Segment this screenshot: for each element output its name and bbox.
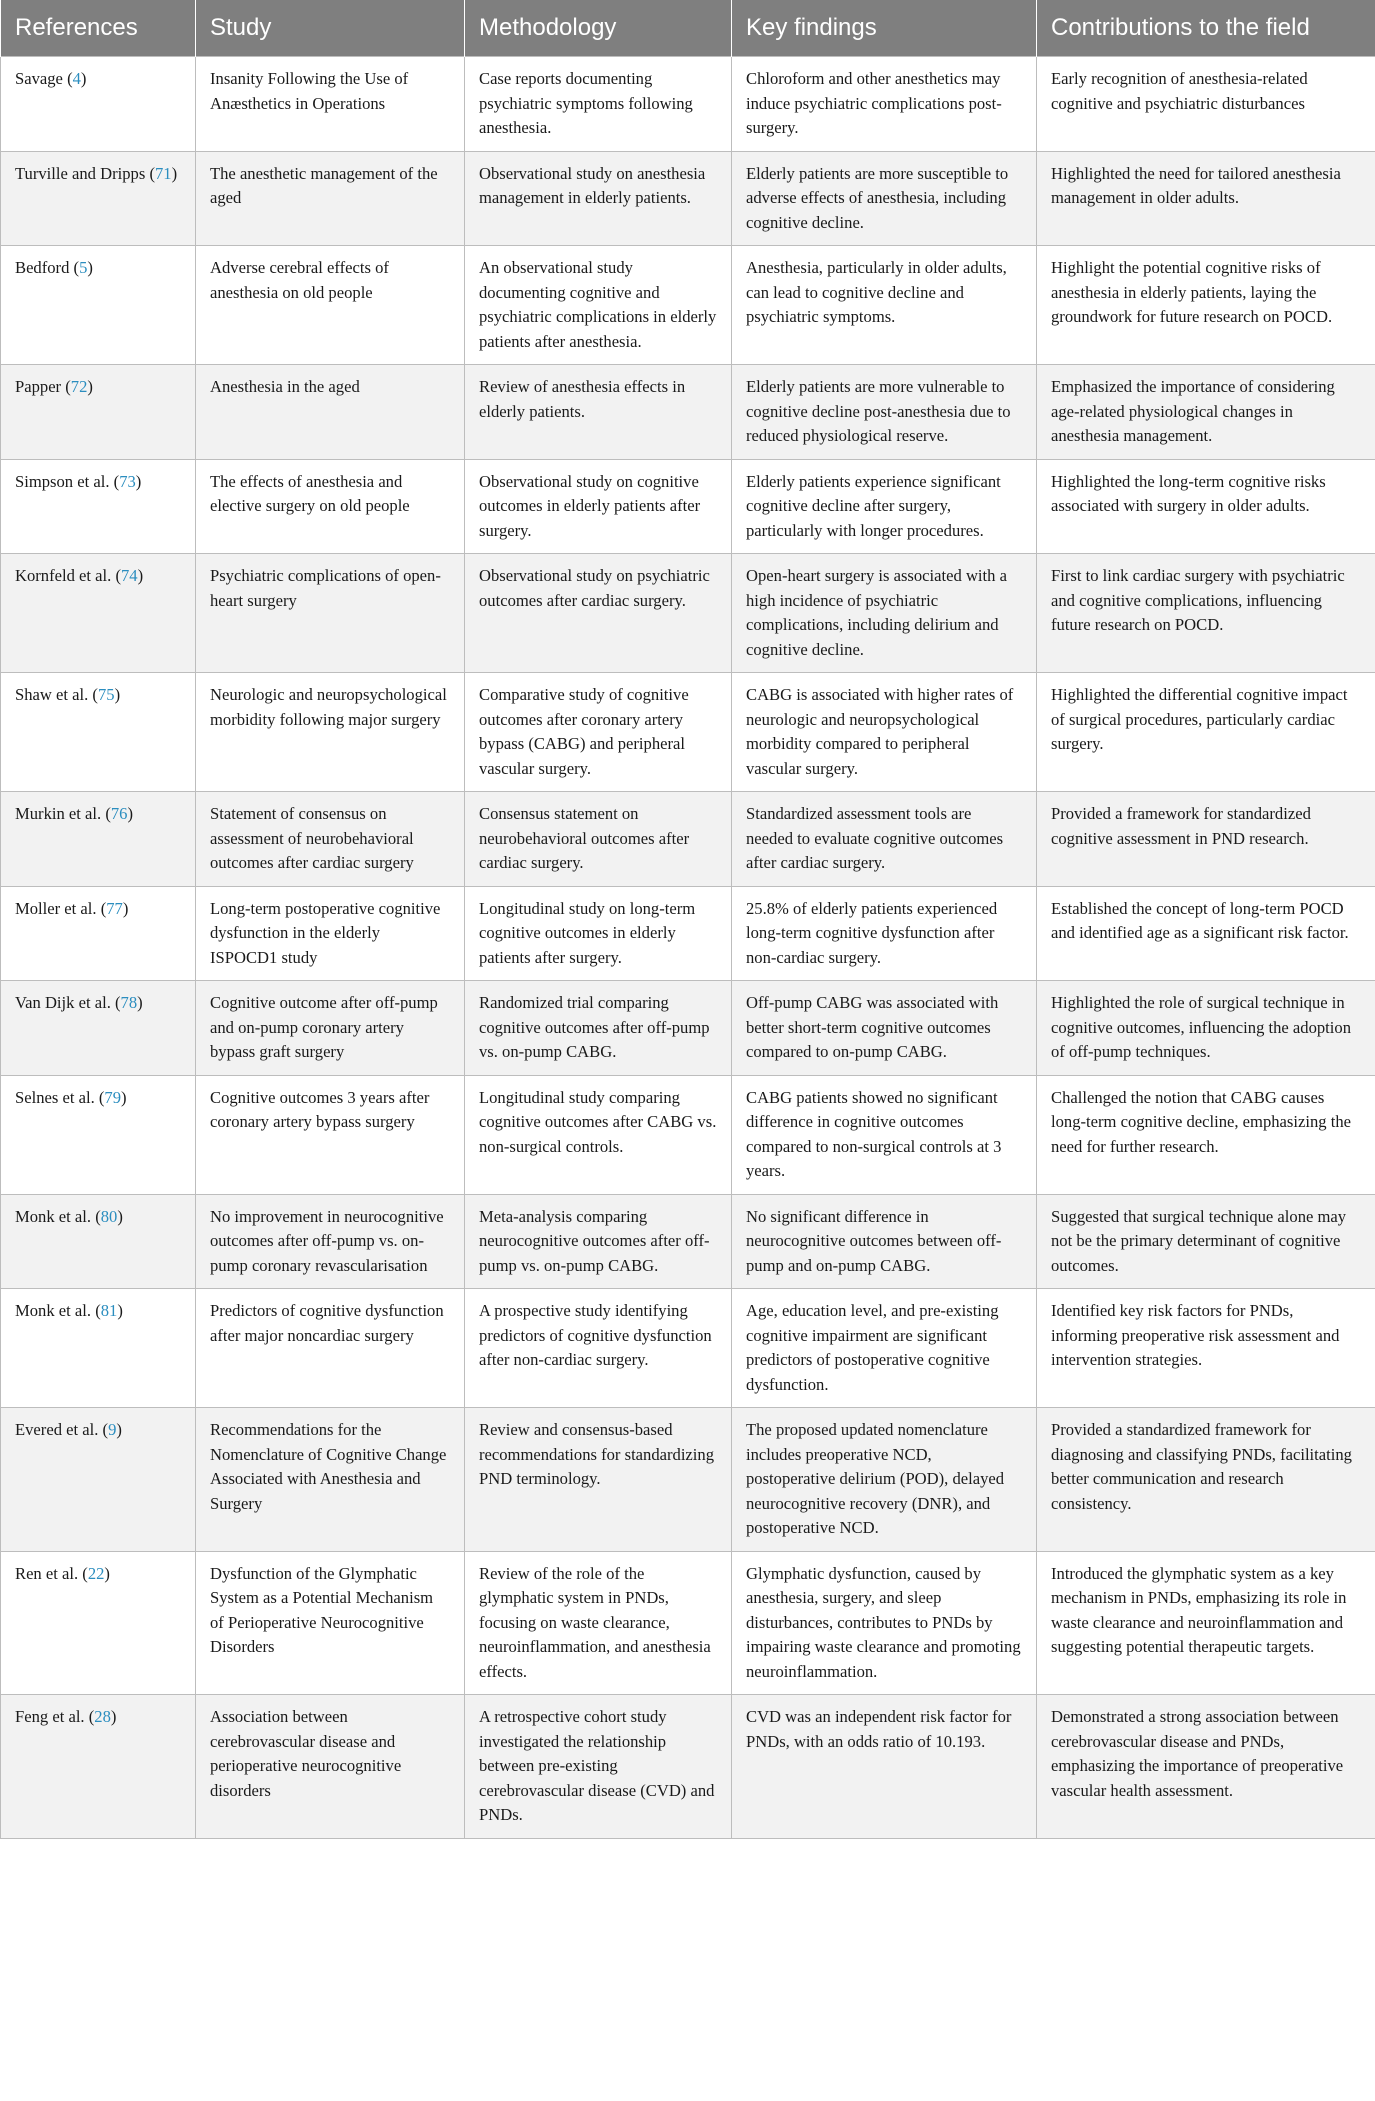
contributions-cell: Early recognition of anesthesia-related cognitive and psychiatric disturbances <box>1037 57 1375 152</box>
key-findings-cell: No significant difference in neurocognitive outcomes between off-pump and on-pump CABG. <box>732 1194 1037 1289</box>
citation-link[interactable]: 72 <box>70 377 88 396</box>
table-row <box>1 151 1375 246</box>
citation-link[interactable]: 22 <box>87 1563 105 1583</box>
study-cell: Association between cerebrovascular disease and perioperative neurocognitive disorders <box>196 1695 465 1839</box>
key-findings-cell: CVD was an independent risk factor for PNDs, with an odds ratio of 10.193. <box>732 1695 1037 1839</box>
reference-author: Shaw et al. <box>15 685 89 704</box>
study-cell: Insanity Following the Use of Anæsthetics in Operations <box>196 57 465 152</box>
reference-author: Murkin et al. <box>15 804 102 823</box>
reference-author: Ren et al. <box>15 1563 79 1583</box>
table-row <box>1 365 1375 460</box>
citation-link[interactable]: 73 <box>119 471 136 491</box>
reference-cell: Monk et al. (80) <box>1 1194 196 1289</box>
study-cell: Predictors of cognitive dysfunction after major noncardiac surgery <box>196 1289 465 1408</box>
citation-link[interactable]: 78 <box>120 993 138 1012</box>
study-cell: No improvement in neurocognitive outcomes after off-pump vs. on-pump coronary revascularisation <box>196 1194 465 1289</box>
contributions-cell: Highlighted the long-term cognitive risks associated with surgery in older adults. <box>1037 459 1375 554</box>
key-findings-cell: Anesthesia, particularly in older adults, can lead to cognitive decline and psychiatric symptoms. <box>732 246 1037 365</box>
citation-link[interactable]: 9 <box>108 1420 117 1439</box>
table-row <box>1 792 1375 887</box>
reference-cell: Selnes et al. (79) <box>1 1075 196 1194</box>
contributions-cell: Introduced the glymphatic system as a key mechanism in PNDs, emphasizing its role in waste clearance and neuroinflammation and suggesting potential therapeutic targets. <box>1037 1551 1375 1695</box>
key-findings-cell: CABG patients showed no significant difference in cognitive outcomes compared to non-surgical controls at 3 years. <box>732 1075 1037 1194</box>
contributions-cell: Established the concept of long-term POCD and identified age as a significant risk factor. <box>1037 886 1375 981</box>
reference-author: Papper <box>15 377 62 396</box>
table-row <box>1 1194 1375 1289</box>
methodology-cell: Observational study on psychiatric outcomes after cardiac surgery. <box>465 554 732 673</box>
citation-link[interactable]: 76 <box>110 804 128 823</box>
table-row <box>1 1551 1375 1695</box>
contributions-cell: Highlighted the role of surgical technique in cognitive outcomes, influencing the adoption of off-pump techniques. <box>1037 981 1375 1076</box>
key-findings-cell: 25.8% of elderly patients experienced long-term cognitive dysfunction after non-cardiac surgery. <box>732 886 1037 981</box>
study-cell: Cognitive outcomes 3 years after coronary artery bypass surgery <box>196 1075 465 1194</box>
study-cell: The anesthetic management of the aged <box>196 151 465 246</box>
reference-author: Simpson et al. <box>15 471 110 491</box>
methodology-cell: Consensus statement on neurobehavioral outcomes after cardiac surgery. <box>465 792 732 887</box>
reference-cell: Papper (72) <box>1 365 196 460</box>
contributions-cell: Demonstrated a strong association between cerebrovascular disease and PNDs, emphasizing the importance of preoperative vascular health assessment. <box>1037 1695 1375 1839</box>
reference-author: Van Dijk et al. <box>15 993 111 1012</box>
key-findings-cell: Elderly patients experience significant cognitive decline after surgery, particularly with longer procedures. <box>732 459 1037 554</box>
reference-cell: Van Dijk et al. (78) <box>1 981 196 1076</box>
methodology-cell: Observational study on cognitive outcomes in elderly patients after surgery. <box>465 459 732 554</box>
reference-author: Savage <box>15 69 63 88</box>
reference-author: Selnes et al. <box>15 1087 95 1107</box>
table-row <box>1 246 1375 365</box>
column-header-contributions: Contributions to the field <box>1037 0 1375 57</box>
methodology-cell: Comparative study of cognitive outcomes after coronary artery bypass (CABG) and peripheral vascular surgery. <box>465 673 732 792</box>
table-row <box>1 459 1375 554</box>
citation-link[interactable]: 74 <box>121 566 138 585</box>
reference-cell: Kornfeld et al. (74) <box>1 554 196 673</box>
methodology-cell: Review of anesthesia effects in elderly patients. <box>465 365 732 460</box>
key-findings-cell: Chloroform and other anesthetics may induce psychiatric complications post-surgery. <box>732 57 1037 152</box>
table-row <box>1 1408 1375 1552</box>
methodology-cell: Longitudinal study on long-term cognitive outcomes in elderly patients after surgery. <box>465 886 732 981</box>
column-header-study: Study <box>196 0 465 57</box>
column-header-methodology: Methodology <box>465 0 732 57</box>
reference-cell: Turville and Dripps (71) <box>1 151 196 246</box>
contributions-cell: Highlighted the need for tailored anesthesia management in older adults. <box>1037 151 1375 246</box>
key-findings-cell: Age, education level, and pre-existing cognitive impairment are significant predictors of postoperative cognitive dysfunction. <box>732 1289 1037 1408</box>
methodology-cell: Observational study on anesthesia management in elderly patients. <box>465 151 732 246</box>
reference-author: Monk et al. <box>15 1301 92 1320</box>
key-findings-cell: Standardized assessment tools are needed to evaluate cognitive outcomes after cardiac surgery. <box>732 792 1037 887</box>
contributions-cell: Provided a standardized framework for diagnosing and classifying PNDs, facilitating better communication and research consistency. <box>1037 1408 1375 1552</box>
column-header-references: References <box>1 0 196 57</box>
methodology-cell: Longitudinal study comparing cognitive outcomes after CABG vs. non-surgical controls. <box>465 1075 732 1194</box>
methodology-cell: A prospective study identifying predictors of cognitive dysfunction after non-cardiac surgery. <box>465 1289 732 1408</box>
study-cell: Dysfunction of the Glymphatic System as a Potential Mechanism of Perioperative Neurocognitive Disorders <box>196 1551 465 1695</box>
citation-link[interactable]: 28 <box>94 1707 111 1726</box>
reference-cell: Moller et al. (77) <box>1 886 196 981</box>
reference-author: Bedford <box>15 258 70 277</box>
header-row <box>1 0 1375 57</box>
study-cell: The effects of anesthesia and elective surgery on old people <box>196 459 465 554</box>
reference-cell: Shaw et al. (75) <box>1 673 196 792</box>
contributions-cell: Challenged the notion that CABG causes long-term cognitive decline, emphasizing the need for further research. <box>1037 1075 1375 1194</box>
table-row <box>1 673 1375 792</box>
reference-cell: Monk et al. (81) <box>1 1289 196 1408</box>
study-cell: Psychiatric complications of open-heart surgery <box>196 554 465 673</box>
table-row <box>1 57 1375 152</box>
key-findings-cell: Open-heart surgery is associated with a high incidence of psychiatric complications, including delirium and cognitive decline. <box>732 554 1037 673</box>
key-findings-cell: Elderly patients are more vulnerable to cognitive decline post-anesthesia due to reduced physiological reserve. <box>732 365 1037 460</box>
reference-cell: Evered et al. (9) <box>1 1408 196 1552</box>
citation-link[interactable]: 4 <box>72 69 81 88</box>
citation-link[interactable]: 81 <box>100 1301 118 1320</box>
key-findings-cell: Elderly patients are more susceptible to adverse effects of anesthesia, including cognitive decline. <box>732 151 1037 246</box>
key-findings-cell: CABG is associated with higher rates of neurologic and neuropsychological morbidity compared to peripheral vascular surgery. <box>732 673 1037 792</box>
citation-link[interactable]: 5 <box>79 258 88 277</box>
study-cell: Neurologic and neuropsychological morbidity following major surgery <box>196 673 465 792</box>
citation-link[interactable]: 80 <box>100 1206 118 1226</box>
key-findings-cell: The proposed updated nomenclature includes preoperative NCD, postoperative delirium (POD), delayed neurocognitive recovery (DNR), and postoperative NCD. <box>732 1408 1037 1552</box>
table-row <box>1 1289 1375 1408</box>
reference-author: Monk et al. <box>15 1206 92 1226</box>
study-cell: Adverse cerebral effects of anesthesia on old people <box>196 246 465 365</box>
reference-cell: Bedford (5) <box>1 246 196 365</box>
study-cell: Cognitive outcome after off-pump and on-pump coronary artery bypass graft surgery <box>196 981 465 1076</box>
table-row <box>1 886 1375 981</box>
study-cell: Long-term postoperative cognitive dysfunction in the elderly ISPOCD1 study <box>196 886 465 981</box>
reference-author: Feng et al. <box>15 1707 85 1726</box>
methodology-cell: Review of the role of the glymphatic system in PNDs, focusing on waste clearance, neuroinflammation, and anesthesia effects. <box>465 1551 732 1695</box>
methodology-cell: Case reports documenting psychiatric symptoms following anesthesia. <box>465 57 732 152</box>
reference-author: Moller et al. <box>15 898 97 918</box>
key-findings-cell: Off-pump CABG was associated with better short-term cognitive outcomes compared to on-pump CABG. <box>732 981 1037 1076</box>
column-header-key-findings: Key findings <box>732 0 1037 57</box>
contributions-cell: Emphasized the importance of considering age-related physiological changes in anesthesia management. <box>1037 365 1375 460</box>
reference-cell: Murkin et al. (76) <box>1 792 196 887</box>
reference-cell: Feng et al. (28) <box>1 1695 196 1839</box>
table-row <box>1 1075 1375 1194</box>
contributions-cell: Identified key risk factors for PNDs, informing preoperative risk assessment and intervention strategies. <box>1037 1289 1375 1408</box>
methodology-cell: Meta-analysis comparing neurocognitive outcomes after off-pump vs. on-pump CABG. <box>465 1194 732 1289</box>
citation-link[interactable]: 71 <box>154 163 172 183</box>
study-cell: Statement of consensus on assessment of neurobehavioral outcomes after cardiac surgery <box>196 792 465 887</box>
citation-link[interactable]: 75 <box>97 685 115 704</box>
table-row <box>1 1695 1375 1839</box>
key-findings-cell: Glymphatic dysfunction, caused by anesthesia, surgery, and sleep disturbances, contributes to PNDs by impairing waste clearance and promoting neuroinflammation. <box>732 1551 1037 1695</box>
reference-author: Evered et al. <box>15 1420 99 1439</box>
contributions-cell: Highlight the potential cognitive risks of anesthesia in elderly patients, laying the groundwork for future research on POCD. <box>1037 246 1375 365</box>
study-cell: Anesthesia in the aged <box>196 365 465 460</box>
contributions-cell: First to link cardiac surgery with psychiatric and cognitive complications, influencing future research on POCD. <box>1037 554 1375 673</box>
reference-cell: Simpson et al. (73) <box>1 459 196 554</box>
methodology-cell: Review and consensus-based recommendations for standardizing PND terminology. <box>465 1408 732 1552</box>
methodology-cell: An observational study documenting cognitive and psychiatric complications in elderly patients after anesthesia. <box>465 246 732 365</box>
table-row <box>1 554 1375 673</box>
contributions-cell: Provided a framework for standardized cognitive assessment in PND research. <box>1037 792 1375 887</box>
table-body <box>1 57 1375 1839</box>
study-cell: Recommendations for the Nomenclature of Cognitive Change Associated with Anesthesia and Surgery <box>196 1408 465 1552</box>
citation-link[interactable]: 79 <box>104 1087 122 1107</box>
reference-cell: Savage (4) <box>1 57 196 152</box>
contributions-cell: Highlighted the differential cognitive impact of surgical procedures, particularly cardiac surgery. <box>1037 673 1375 792</box>
table-row <box>1 981 1375 1076</box>
table-header <box>1 0 1375 57</box>
citation-link[interactable]: 77 <box>106 898 123 918</box>
contributions-cell: Suggested that surgical technique alone may not be the primary determinant of cognitive outcomes. <box>1037 1194 1375 1289</box>
reference-author: Kornfeld et al. <box>15 566 112 585</box>
reference-cell: Ren et al. (22) <box>1 1551 196 1695</box>
methodology-cell: A retrospective cohort study investigated the relationship between pre-existing cerebrovascular disease (CVD) and PNDs. <box>465 1695 732 1839</box>
reference-author: Turville and Dripps <box>15 163 146 183</box>
methodology-cell: Randomized trial comparing cognitive outcomes after off-pump vs. on-pump CABG. <box>465 981 732 1076</box>
